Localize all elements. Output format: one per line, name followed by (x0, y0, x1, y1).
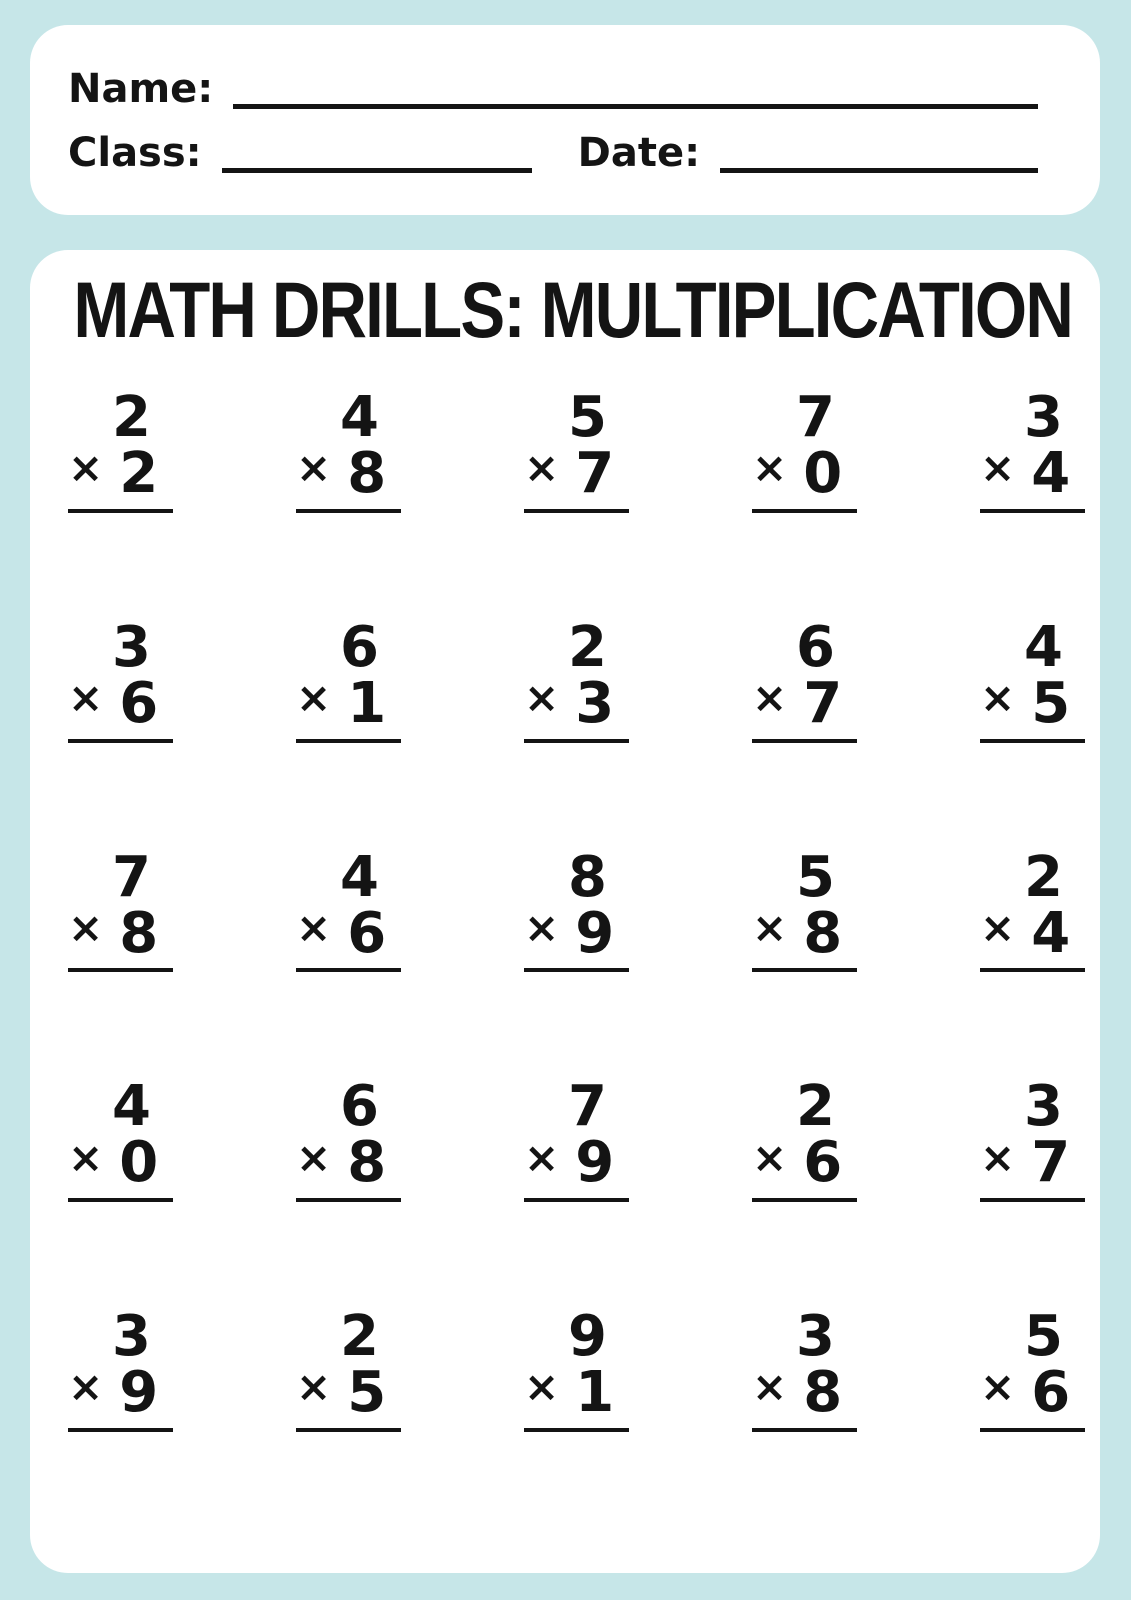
answer-blank-line (296, 1428, 401, 1432)
multiplier-row (980, 440, 1085, 506)
multiplication-problem (752, 1074, 857, 1202)
multiply-icon: × (524, 673, 560, 723)
multiplication-problem (296, 1304, 401, 1432)
answer-blank-line (524, 509, 629, 513)
multiplier: 7 (575, 440, 615, 506)
multiply-icon: × (980, 1132, 1016, 1182)
multiplication-problem (980, 385, 1085, 513)
multiply-icon: × (752, 443, 788, 493)
multiply-icon: × (524, 1132, 560, 1182)
answer-blank-line (980, 1428, 1085, 1432)
multiplier-row (68, 900, 173, 966)
multiplier: 8 (347, 1130, 387, 1196)
class-label: Class: (68, 130, 202, 176)
multiplicand: 7 (112, 844, 151, 910)
multiply-icon: × (68, 673, 104, 723)
multiplication-problem (68, 614, 173, 743)
multiplier-row (296, 670, 401, 736)
multiplier-row (296, 900, 401, 966)
multiplicand: 3 (1024, 1074, 1063, 1140)
multiplier: 0 (119, 1130, 159, 1196)
multiply-icon: × (524, 1362, 560, 1412)
multiplier: 1 (575, 1360, 615, 1426)
multiplicand: 8 (568, 844, 607, 910)
multiplication-problem (524, 1304, 629, 1432)
multiplication-problem (68, 385, 173, 513)
multiplier: 8 (347, 440, 387, 506)
multiplier-row (68, 1360, 173, 1426)
multiplication-problem (68, 844, 173, 973)
multiplier-row (752, 900, 857, 966)
multiplier-row (296, 1360, 401, 1426)
multiplicand: 3 (796, 1304, 835, 1370)
multiplier-row (296, 1130, 401, 1196)
multiplication-problem (752, 385, 857, 513)
multiplier: 6 (347, 900, 387, 966)
multiplication-problem (980, 844, 1085, 973)
multiplier-row (524, 900, 629, 966)
multiply-icon: × (980, 1362, 1016, 1412)
multiplicand: 6 (340, 1074, 379, 1140)
multiplier-row (980, 670, 1085, 736)
multiplication-problem (980, 1304, 1085, 1432)
multiplicand: 3 (112, 614, 151, 680)
multiplicand: 2 (568, 614, 607, 680)
answer-blank-line (524, 1428, 629, 1432)
multiplier: 3 (575, 670, 615, 736)
answer-blank-line (68, 739, 173, 743)
multiplier-row (68, 1130, 173, 1196)
multiplicand: 6 (340, 614, 379, 680)
answer-blank-line (980, 739, 1085, 743)
answer-blank-line (752, 509, 857, 513)
multiplier: 2 (119, 440, 159, 506)
answer-blank-line (752, 1428, 857, 1432)
multiplication-problem (752, 614, 857, 743)
multiplier: 8 (119, 900, 159, 966)
multiplier-row (68, 670, 173, 736)
multiply-icon: × (68, 902, 104, 952)
multiplier: 8 (803, 1360, 843, 1426)
multiplicand: 3 (1024, 385, 1063, 450)
multiplicand: 7 (568, 1074, 607, 1140)
multiplication-problem (68, 1074, 173, 1202)
multiply-icon: × (68, 1362, 104, 1412)
multiply-icon: × (296, 673, 332, 723)
multiplier: 9 (575, 900, 615, 966)
answer-blank-line (752, 1198, 857, 1202)
multiplier: 5 (347, 1360, 387, 1426)
multiply-icon: × (752, 1132, 788, 1182)
multiplication-problem (296, 614, 401, 743)
multiplier: 6 (803, 1130, 843, 1196)
multiplier: 1 (347, 670, 387, 736)
date-label: Date: (577, 130, 701, 176)
name-field-row (68, 66, 1038, 112)
multiplier-row (752, 1360, 857, 1426)
multiplier-row (68, 440, 173, 506)
name-blank-line (233, 71, 1038, 109)
multiplicand: 5 (796, 844, 835, 910)
multiplication-problem (524, 844, 629, 973)
answer-blank-line (524, 1198, 629, 1202)
multiply-icon: × (752, 902, 788, 952)
multiplier: 9 (119, 1360, 159, 1426)
multiply-icon: × (980, 443, 1016, 493)
multiplicand: 9 (568, 1304, 607, 1370)
multiplier: 6 (1031, 1360, 1071, 1426)
answer-blank-line (68, 509, 173, 513)
multiplication-problem (524, 614, 629, 743)
multiply-icon: × (980, 673, 1016, 723)
answer-blank-line (980, 968, 1085, 972)
multiplicand: 5 (1024, 1304, 1063, 1370)
answer-blank-line (68, 1428, 173, 1432)
multiplier: 7 (803, 670, 843, 736)
multiplicand: 4 (340, 844, 379, 910)
multiplication-problem (980, 614, 1085, 743)
multiplier-row (980, 900, 1085, 966)
multiplicand: 4 (112, 1074, 151, 1140)
multiplier-row (524, 1360, 629, 1426)
class-date-field-row (68, 130, 1038, 176)
multiplicand: 2 (1024, 844, 1063, 910)
multiply-icon: × (68, 1132, 104, 1182)
multiplicand: 2 (796, 1074, 835, 1140)
multiplicand: 3 (112, 1304, 151, 1370)
multiply-icon: × (752, 673, 788, 723)
multiplication-problem (524, 385, 629, 513)
multiplier-row (980, 1360, 1085, 1426)
multiply-icon: × (524, 443, 560, 493)
multiply-icon: × (296, 1362, 332, 1412)
multiplier-row (752, 670, 857, 736)
title-wrap (30, 266, 1100, 355)
multiplier: 5 (1031, 670, 1071, 736)
multiplication-problem (296, 1074, 401, 1202)
answer-blank-line (524, 968, 629, 972)
answer-blank-line (752, 739, 857, 743)
multiplier: 9 (575, 1130, 615, 1196)
answer-blank-line (296, 1198, 401, 1202)
multiplication-problem (980, 1074, 1085, 1202)
multiplier-row (752, 1130, 857, 1196)
answer-blank-line (980, 1198, 1085, 1202)
name-label: Name: (68, 66, 214, 112)
multiplier-row (524, 670, 629, 736)
multiplicand: 6 (796, 614, 835, 680)
answer-blank-line (980, 509, 1085, 513)
answer-blank-line (752, 968, 857, 972)
multiplier: 7 (1031, 1130, 1071, 1196)
page-title: MATH DRILLS: MULTIPLICATION (73, 266, 1073, 355)
answer-blank-line (296, 968, 401, 972)
multiply-icon: × (296, 902, 332, 952)
multiplication-problem (752, 844, 857, 973)
multiplier: 0 (803, 440, 843, 506)
multiplicand: 5 (568, 385, 607, 450)
multiply-icon: × (524, 902, 560, 952)
multiply-icon: × (68, 443, 104, 493)
multiply-icon: × (752, 1362, 788, 1412)
multiplier-row (980, 1130, 1085, 1196)
multiplier: 4 (1031, 440, 1071, 506)
answer-blank-line (296, 739, 401, 743)
multiplier-row (296, 440, 401, 506)
multiplication-problem (68, 1304, 173, 1432)
multiplier-row (752, 440, 857, 506)
multiply-icon: × (296, 1132, 332, 1182)
multiplicand: 4 (340, 385, 379, 450)
multiplicand: 4 (1024, 614, 1063, 680)
multiplication-problem (752, 1304, 857, 1432)
answer-blank-line (68, 968, 173, 972)
problems-card (30, 250, 1100, 1573)
multiply-icon: × (980, 902, 1016, 952)
date-blank-line (720, 135, 1038, 173)
multiplier-row (524, 1130, 629, 1196)
problems-grid (30, 385, 1100, 1432)
answer-blank-line (68, 1198, 173, 1202)
multiply-icon: × (296, 443, 332, 493)
multiplication-problem (296, 844, 401, 973)
multiplier: 4 (1031, 900, 1071, 966)
multiplication-problem (296, 385, 401, 513)
multiplicand: 7 (796, 385, 835, 450)
multiplier: 6 (119, 670, 159, 736)
multiplicand: 2 (340, 1304, 379, 1370)
class-blank-line (222, 135, 532, 173)
multiplication-problem (524, 1074, 629, 1202)
answer-blank-line (524, 739, 629, 743)
multiplicand: 2 (112, 385, 151, 450)
answer-blank-line (296, 509, 401, 513)
multiplier: 8 (803, 900, 843, 966)
student-info-card (30, 25, 1100, 215)
multiplier-row (524, 440, 629, 506)
